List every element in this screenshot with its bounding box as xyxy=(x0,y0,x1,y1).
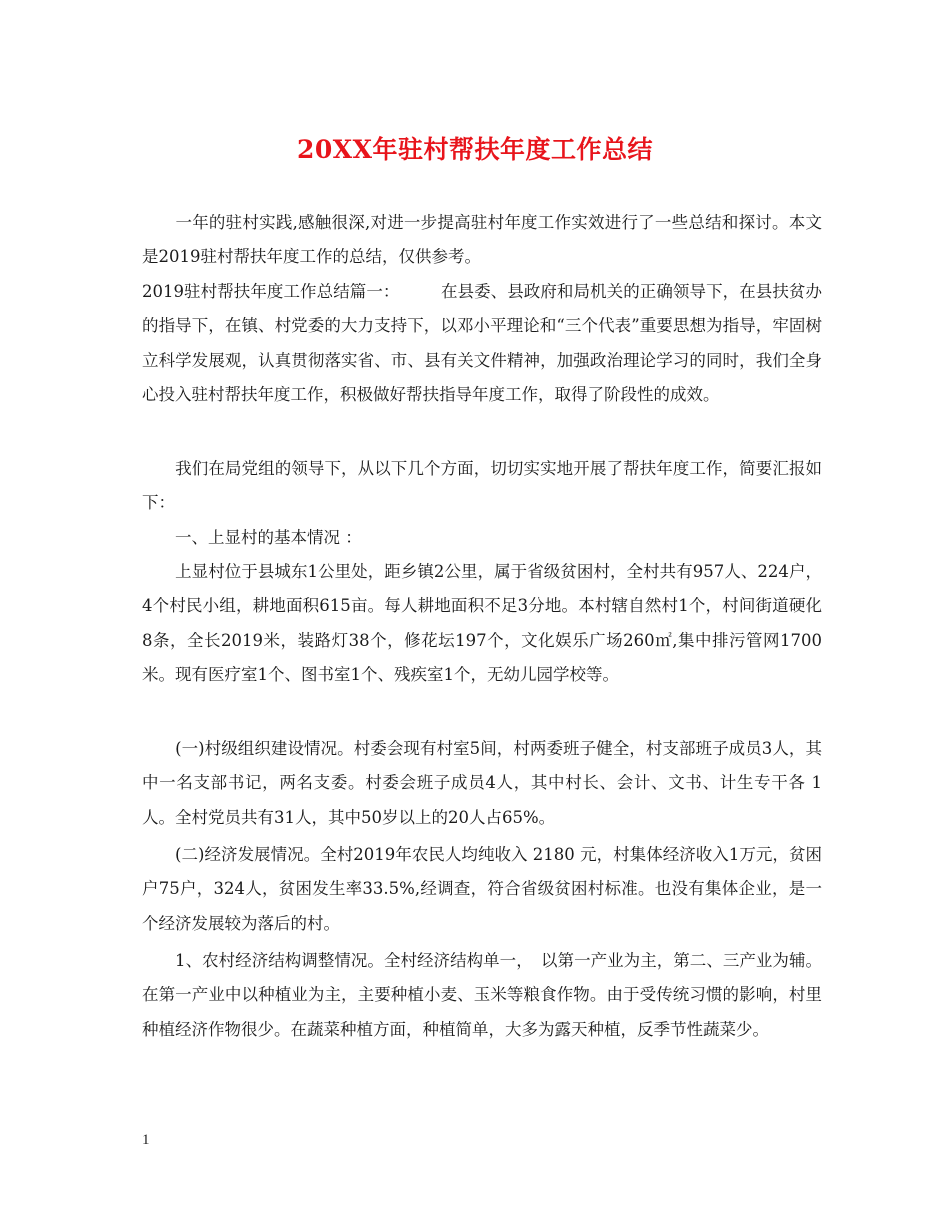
paragraph-intro: 一年的驻村实践,感触很深,对进一步提高驻村年度工作实效进行了一些总结和探讨。本文是2019驻村帮扶年度工作的总结，仅供参考。 xyxy=(142,213,822,267)
paragraph-economy: (二)经济发展情况。全村2019年农民人均纯收入 2180 元，村集体经济收入1万元，贫困户75户，324人，贫困发生率33.5%,经调查，符合省级贫困村标准。也没有集体企业，是一个经济发展较为落后的村。 xyxy=(142,845,822,933)
paragraph-report-intro: 我们在局党组的领导下，从以下几个方面，切切实实地开展了帮扶年度工作，简要汇报如下： xyxy=(142,459,822,513)
page-title: 20XX年驻村帮扶年度工作总结 xyxy=(296,135,654,164)
paragraph-village-overview: 上显村位于县城东1公里处，距乡镇2公里，属于省级贫困村，全村共有957人、224户，4个村民小组，耕地面积615亩。每人耕地面积不足3分地。本村辖自然村1个，村间街道硬化8条，全长2019米，装路灯38个，修花坛197个，文化娱乐广场260㎡,集中排污管网1700米。现有医疗室1个、图书室1个、残疾室1个，无幼儿园学校等。 xyxy=(142,562,822,684)
paragraph-heading-basic-info: 一、上显村的基本情况 ： xyxy=(142,528,362,547)
paragraph-organization: (一)村级组织建设情况。村委会现有村室5间，村两委班子健全，村支部班子成员3人，其中一名支部书记，两名支委。村委会班子成员4人，其中村长、会计、文书、计生专干各 1 人。全村党员共有31人，其中50岁以上的20人占65%。 xyxy=(142,739,822,827)
page-number: 1 xyxy=(142,1132,150,1148)
paragraph-structure-adjustment: 1、农村经济结构调整情况。全村经济结构单一， 以第一产业为主，第二、三产业为辅。在第一产业中以种植业为主，主要种植小麦、玉米等粮食作物。由于受传统习惯的影响，村里种植经济作物很少。在蔬菜种植方面，种植简单，大多为露天种植，反季节性蔬菜少。 xyxy=(142,951,822,1039)
paragraph-summary-part1: 2019驻村帮扶年度工作总结篇一： 在县委、县政府和局机关的正确领导下，在县扶贫办的指导下，在镇、村党委的大力支持下，以邓小平理论和“三个代表”重要思想为指导，牢固树立科学发展观，认真贯彻落实省、市、县有关文件精神，加强政治理论学习的同时，我们全身心投入驻村帮扶年度工作，积极做好帮扶指导年度工作，取得了阶段性的成效。 xyxy=(142,282,822,404)
